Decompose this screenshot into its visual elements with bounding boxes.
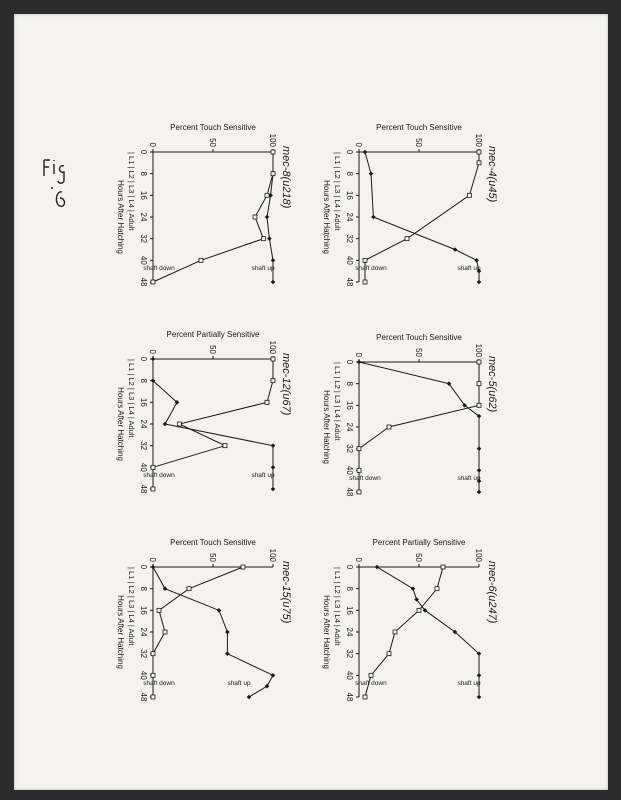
data-point-shaft-down [199, 258, 203, 262]
data-point-shaft-up [271, 465, 276, 470]
x-tick-label: 24 [345, 627, 354, 637]
x-tick-label: 32 [345, 234, 354, 244]
data-point-shaft-up [163, 422, 168, 427]
stage-labels: | L1 | L2 | L3 | L4 | Adult [127, 359, 136, 438]
data-point-shaft-down [363, 280, 367, 284]
y-axis-label: Percent Partially Sensitive [372, 538, 466, 547]
data-point-shaft-down [265, 400, 269, 404]
scanned-page [14, 14, 608, 790]
x-tick-label: 32 [139, 649, 148, 659]
data-point-shaft-down [157, 608, 161, 612]
y-tick-label: 100 [268, 548, 277, 562]
data-point-shaft-down [357, 447, 361, 451]
data-point-shaft-down [151, 673, 155, 677]
data-point-shaft-down [477, 360, 481, 364]
y-tick-label: 0 [354, 352, 363, 357]
data-point-shaft-down [369, 673, 373, 677]
data-point-shaft-down [177, 422, 181, 426]
x-tick-label: 40 [345, 465, 354, 475]
x-tick-label: 8 [345, 586, 354, 591]
data-point-shaft-down [271, 172, 275, 176]
series-line-shaft-down [365, 567, 443, 697]
y-tick-label: 50 [414, 348, 423, 357]
x-tick-label: 8 [345, 381, 354, 386]
data-point-shaft-down [261, 237, 265, 241]
x-tick-label: 16 [139, 605, 148, 615]
data-point-shaft-up [477, 280, 482, 285]
x-tick-label: 0 [345, 149, 354, 155]
chart-panel [116, 123, 292, 287]
data-point-shaft-down [477, 150, 481, 154]
data-point-shaft-down [387, 652, 391, 656]
stage-labels: | L1 | L2 | L3 | L4 | Adult [333, 362, 342, 441]
series-line-shaft-up [359, 362, 479, 492]
figure-sheet [14, 14, 608, 790]
legend-shaft-up: shaft up [457, 475, 481, 482]
data-point-shaft-down [477, 161, 481, 165]
x-tick-label: 8 [139, 171, 148, 176]
data-point-shaft-down [265, 193, 269, 197]
x-axis-label: Hours After Hatching [116, 180, 125, 254]
x-tick-label: 8 [345, 171, 354, 176]
x-tick-label: 40 [345, 255, 354, 265]
data-point-shaft-down [477, 382, 481, 386]
data-point-shaft-down [151, 465, 155, 469]
data-point-shaft-up [453, 247, 458, 252]
stage-labels: | L1 | L2 | L3 | L4 | Adult [127, 567, 136, 646]
data-point-shaft-down [271, 357, 275, 361]
y-tick-label: 100 [474, 343, 483, 357]
data-point-shaft-up [477, 468, 482, 473]
data-point-shaft-up [477, 490, 482, 495]
x-tick-label: 0 [139, 356, 148, 362]
legend-shaft-down: shaft down [355, 680, 387, 687]
data-point-shaft-up [271, 487, 276, 492]
handwritten-figure-label [36, 154, 76, 214]
series-line-shaft-up [365, 152, 479, 282]
y-tick-label: 0 [148, 557, 157, 562]
data-point-shaft-down [363, 695, 367, 699]
legend-shaft-down: shaft down [143, 680, 175, 687]
x-tick-label: 0 [139, 564, 148, 570]
y-axis-label: Percent Partially Sensitive [166, 330, 260, 339]
data-point-shaft-up [151, 565, 156, 570]
y-tick-label: 50 [208, 345, 217, 354]
data-point-shaft-up [271, 673, 276, 678]
x-axis-label: Hours After Hatching [322, 180, 331, 254]
data-point-shaft-up [271, 258, 276, 263]
y-tick-label: 50 [208, 553, 217, 562]
data-point-shaft-down [417, 608, 421, 612]
x-tick-label: 40 [139, 462, 148, 472]
data-point-shaft-down [187, 587, 191, 591]
x-tick-label: 32 [139, 234, 148, 244]
data-point-shaft-up [247, 695, 252, 700]
data-point-shaft-down [271, 379, 275, 383]
x-tick-label: 48 [139, 484, 148, 494]
x-tick-label: 16 [139, 397, 148, 407]
data-point-shaft-down [271, 150, 275, 154]
x-tick-label: 24 [345, 422, 354, 432]
data-point-shaft-up [474, 258, 479, 263]
x-tick-label: 24 [139, 627, 148, 637]
data-point-shaft-up [163, 586, 168, 591]
y-tick-label: 100 [474, 133, 483, 147]
series-line-shaft-up [377, 567, 479, 697]
chart-panel [322, 538, 498, 702]
x-tick-label: 24 [345, 212, 354, 222]
x-tick-label: 48 [345, 487, 354, 497]
legend-shaft-down: shaft down [349, 475, 381, 482]
data-point-shaft-up [265, 215, 270, 220]
data-point-shaft-up [271, 443, 276, 448]
data-point-shaft-down [363, 258, 367, 262]
x-axis-label: Hours After Hatching [116, 387, 125, 461]
data-point-shaft-down [151, 652, 155, 656]
series-line-shaft-down [365, 152, 479, 282]
chart-panel [322, 123, 498, 287]
data-point-shaft-down [151, 280, 155, 284]
data-point-shaft-down [151, 695, 155, 699]
data-point-shaft-down [241, 565, 245, 569]
y-tick-label: 50 [414, 553, 423, 562]
x-tick-label: 0 [345, 564, 354, 570]
chart-title: mec-6(u247) [486, 561, 498, 624]
legend-shaft-up: shaft up [457, 680, 481, 687]
data-point-shaft-up [477, 695, 482, 700]
y-axis-label: Percent Touch Sensitive [376, 123, 462, 132]
stage-labels: | L1 | L2 | L3 | L4 | Adult [127, 152, 136, 231]
chart-title: mec-15(u75) [280, 561, 292, 624]
chart-title: mec-12(u67) [280, 353, 292, 416]
data-point-shaft-up [265, 684, 270, 689]
data-point-shaft-up [477, 446, 482, 451]
y-tick-label: 0 [354, 142, 363, 147]
data-point-shaft-up [225, 651, 230, 656]
legend-shaft-down: shaft down [355, 265, 387, 272]
x-tick-label: 24 [139, 419, 148, 429]
y-tick-label: 50 [414, 138, 423, 147]
data-point-shaft-up [363, 150, 368, 155]
data-point-shaft-up [267, 236, 272, 241]
legend-shaft-up: shaft up [251, 265, 275, 272]
series-line-shaft-down [359, 362, 479, 492]
data-point-shaft-down [253, 215, 257, 219]
data-point-shaft-down [405, 237, 409, 241]
data-point-shaft-up [217, 608, 222, 613]
y-tick-label: 100 [474, 548, 483, 562]
chart-title: mec-4(u45) [486, 146, 498, 203]
data-point-shaft-down [435, 587, 439, 591]
x-tick-label: 8 [139, 378, 148, 383]
series-line-shaft-up [153, 567, 273, 697]
stage-labels: | L1 | L2 | L3 | L4 | Adult [333, 152, 342, 231]
chart-panel [116, 330, 292, 494]
legend-shaft-down: shaft down [143, 265, 175, 272]
data-point-shaft-up [371, 215, 376, 220]
legend-shaft-down: shaft down [143, 472, 175, 479]
y-tick-label: 50 [208, 138, 217, 147]
chart-panel [322, 333, 498, 497]
data-point-shaft-down [467, 193, 471, 197]
data-point-shaft-up [357, 360, 362, 365]
y-axis-label: Percent Touch Sensitive [170, 538, 256, 547]
chart-panel [116, 538, 292, 702]
x-tick-label: 0 [139, 149, 148, 155]
x-tick-label: 8 [139, 586, 148, 591]
x-tick-label: 0 [345, 359, 354, 365]
x-tick-label: 16 [139, 190, 148, 200]
data-point-shaft-down [357, 468, 361, 472]
y-tick-label: 0 [148, 349, 157, 354]
x-tick-label: 16 [345, 605, 354, 615]
x-axis-label: Hours After Hatching [322, 595, 331, 669]
data-point-shaft-up [151, 357, 156, 362]
x-tick-label: 24 [139, 212, 148, 222]
x-tick-label: 16 [345, 190, 354, 200]
chart-title: mec-8(u218) [280, 146, 292, 209]
x-tick-label: 48 [139, 277, 148, 287]
data-point-shaft-down [151, 487, 155, 491]
data-point-shaft-up [477, 673, 482, 678]
x-axis-label: Hours After Hatching [322, 390, 331, 464]
x-tick-label: 48 [139, 692, 148, 702]
y-tick-label: 0 [354, 557, 363, 562]
y-tick-label: 100 [268, 133, 277, 147]
legend-shaft-up: shaft up [251, 472, 275, 479]
data-point-shaft-down [477, 403, 481, 407]
data-point-shaft-down [163, 630, 167, 634]
data-point-shaft-up [375, 565, 380, 570]
y-axis-label: Percent Touch Sensitive [376, 333, 462, 342]
x-tick-label: 48 [345, 277, 354, 287]
data-point-shaft-up [225, 630, 230, 635]
x-tick-label: 40 [139, 255, 148, 265]
series-line-shaft-up [153, 359, 273, 489]
data-point-shaft-down [441, 565, 445, 569]
data-point-shaft-up [369, 171, 374, 176]
stage-labels: | L1 | L2 | L3 | L4 | Adult [333, 567, 342, 646]
x-tick-label: 48 [345, 692, 354, 702]
y-axis-label: Percent Touch Sensitive [170, 123, 256, 132]
data-point-shaft-down [393, 630, 397, 634]
series-line-shaft-down [153, 359, 273, 489]
x-axis-label: Hours After Hatching [116, 595, 125, 669]
data-point-shaft-down [387, 425, 391, 429]
x-tick-label: 32 [345, 444, 354, 454]
x-tick-label: 40 [139, 670, 148, 680]
y-tick-label: 0 [148, 142, 157, 147]
y-tick-label: 100 [268, 340, 277, 354]
legend-shaft-up: shaft up [457, 265, 481, 272]
data-point-shaft-down [357, 490, 361, 494]
data-point-shaft-up [411, 586, 416, 591]
data-point-shaft-up [271, 280, 276, 285]
x-tick-label: 16 [345, 400, 354, 410]
x-tick-label: 32 [345, 649, 354, 659]
legend-shaft-up: shaft up [227, 680, 251, 687]
chart-title: mec-5(u62) [486, 356, 498, 413]
x-tick-label: 32 [139, 441, 148, 451]
data-point-shaft-down [223, 444, 227, 448]
x-tick-label: 40 [345, 670, 354, 680]
